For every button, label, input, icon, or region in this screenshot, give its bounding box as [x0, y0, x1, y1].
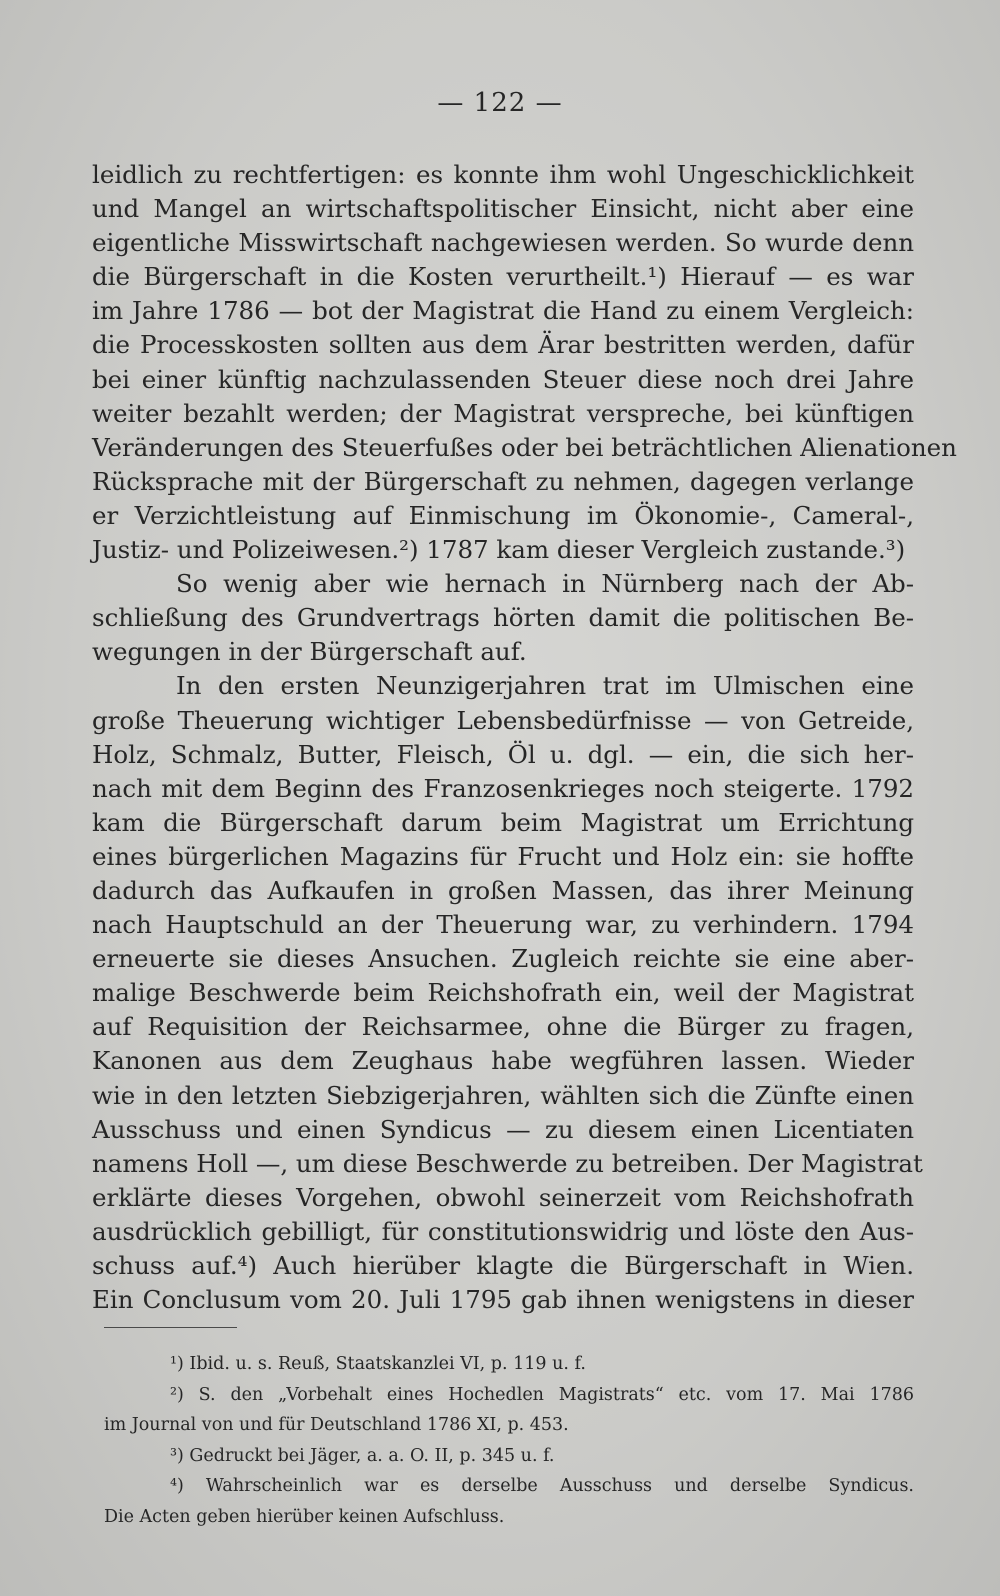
- text-line: Holz, Schmalz, Butter, Fleisch, Öl u. dgl. — ein, die sich her-: [92, 739, 914, 769]
- text-line: wie in den letzten Siebzigerjahren, wählten sich die Zünfte einen: [92, 1080, 914, 1110]
- text-line: erklärte dieses Vorgehen, obwohl seinerzeit vom Reichshofrath: [92, 1182, 914, 1212]
- text-line: kam die Bürgerschaft darum beim Magistrat um Errichtung: [92, 807, 914, 837]
- text-line: Kanonen aus dem Zeughaus habe wegführen lassen. Wieder: [92, 1046, 914, 1076]
- text-line: Ausschuss und einen Syndicus — zu diesem einen Licentiaten: [92, 1114, 914, 1144]
- text-line: schuss auf.⁴) Auch hierüber klagte die Bürgerschaft in Wien.: [92, 1251, 914, 1280]
- text-line: weiter bezahlt werden; der Magistrat verspreche, bei künftigen: [92, 398, 914, 428]
- paragraph-start-line: In den ersten Neunzigerjahren trat im Ulmischen eine: [176, 671, 914, 701]
- text-line: ausdrücklich gebilligt, für constitutionswidrig und löste den Aus-: [92, 1216, 914, 1246]
- text-line: Justiz- und Polizeiwesen.²) 1787 kam dieser Vergleich zustande.³): [92, 535, 906, 565]
- text-line: wegungen in der Bürgerschaft auf.: [92, 637, 527, 667]
- footnote-line: ¹) Ibid. u. s. Reuß, Staatskanzlei VI, p. 119 u. f.: [170, 1354, 586, 1374]
- text-line: Veränderungen des Steuerfußes oder bei beträchtlichen Alienationen: [92, 432, 957, 462]
- text-line: die Processkosten sollten aus dem Ärar bestritten werden, dafür: [92, 330, 914, 360]
- text-line: erneuerte sie dieses Ansuchen. Zugleich reichte sie eine aber-: [92, 944, 914, 974]
- text-line: Rücksprache mit der Bürgerschaft zu nehmen, dagegen verlange: [92, 466, 914, 496]
- text-line: eigentliche Misswirtschaft nachgewiesen werden. So wurde denn: [92, 228, 914, 258]
- text-line: namens Holl —, um diese Beschwerde zu betreiben. Der Magistrat: [92, 1148, 923, 1178]
- text-line: eines bürgerlichen Magazins für Frucht und Holz ein: sie hoffte: [92, 841, 914, 871]
- text-line: dadurch das Aufkaufen in großen Massen, das ihrer Meinung: [92, 875, 914, 905]
- footnote-line: ²) S. den „Vorbehalt eines Hochedlen Magistrats“ etc. vom 17. Mai 1786: [170, 1384, 914, 1405]
- paragraph-start-line: So wenig aber wie hernach in Nürnberg nach der Ab-: [176, 569, 914, 599]
- text-line: schließung des Grundvertrags hörten damit die politischen Be-: [92, 603, 914, 633]
- footnote-line: im Journal von und für Deutschland 1786 XI, p. 453.: [104, 1415, 569, 1435]
- text-line: auf Requisition der Reichsarmee, ohne die Bürger zu fragen,: [92, 1012, 914, 1042]
- text-line: nach mit dem Beginn des Franzosenkrieges noch steigerte. 1792: [92, 773, 914, 803]
- footnote-separator: [104, 1327, 237, 1328]
- text-line: nach Hauptschuld an der Theuerung war, zu verhindern. 1794: [92, 910, 914, 940]
- footnote-line: ⁴) Wahrscheinlich war es derselbe Ausschuss und derselbe Syndicus.: [170, 1476, 914, 1496]
- text-line: malige Beschwerde beim Reichshofrath ein, weil der Magistrat: [92, 978, 914, 1008]
- text-line: die Bürgerschaft in die Kosten verurtheilt.¹) Hierauf — es war: [92, 262, 914, 292]
- text-line: leidlich zu rechtfertigen: es konnte ihm wohl Ungeschicklichkeit: [92, 160, 914, 189]
- text-line: und Mangel an wirtschaftspolitischer Einsicht, nicht aber eine: [92, 194, 914, 224]
- text-line: bei einer künftig nachzulassenden Steuer diese noch drei Jahre: [92, 364, 914, 394]
- body-text: [92, 158, 957, 1317]
- page-number: — 122 —: [437, 88, 563, 118]
- text-line: im Jahre 1786 — bot der Magistrat die Hand zu einem Vergleich:: [92, 296, 914, 326]
- text-line: große Theuerung wichtiger Lebensbedürfnisse — von Getreide,: [92, 705, 914, 735]
- text-line: er Verzichtleistung auf Einmischung im Ökonomie-, Cameral-,: [92, 500, 914, 530]
- text-line: Ein Conclusum vom 20. Juli 1795 gab ihnen wenigstens in dieser: [92, 1285, 914, 1315]
- footnote-line: ³) Gedruckt bei Jäger, a. a. O. II, p. 345 u. f.: [170, 1445, 555, 1466]
- footnotes: [104, 1349, 914, 1532]
- footnote-line: Die Acten geben hierüber keinen Aufschluss.: [104, 1506, 505, 1527]
